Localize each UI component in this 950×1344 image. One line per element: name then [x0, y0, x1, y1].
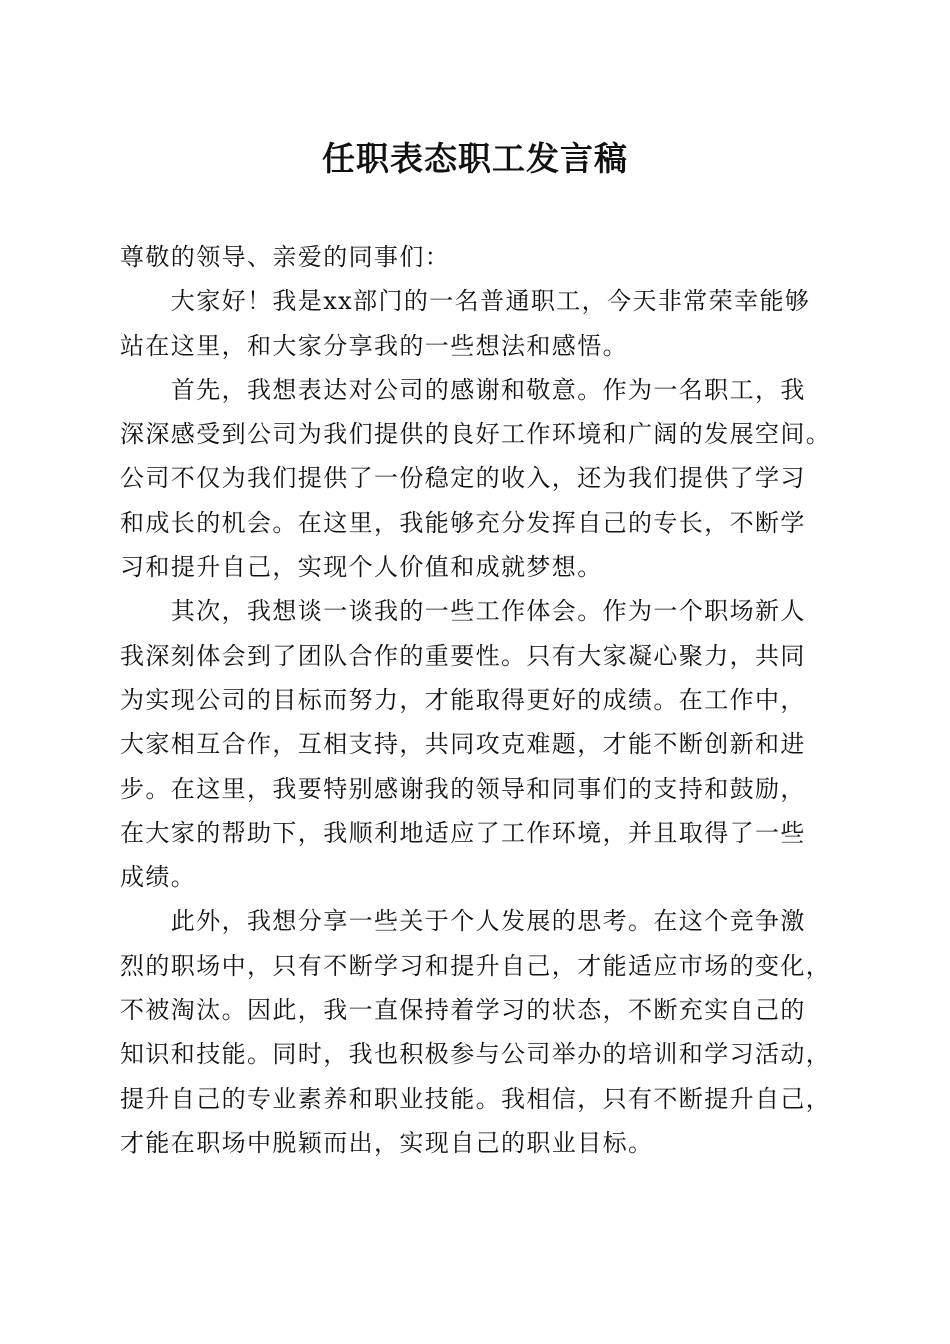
- paragraph-line: 成绩。: [120, 863, 197, 892]
- paragraph-line: 步。在这里，我要特别感谢我的领导和同事们的支持和鼓励，: [120, 774, 806, 803]
- paragraph-line: 和成长的机会。在这里，我能够充分发挥自己的专长，不断学: [120, 508, 806, 537]
- paragraph-line: 烈的职场中，只有不断学习和提升自己，才能适应市场的变化，: [120, 951, 832, 980]
- paragraph-line: 在大家的帮助下，我顺利地适应了工作环境，并且取得了一些: [120, 818, 806, 847]
- document-body: [120, 235, 840, 1165]
- document-title: 任职表态职工发言稿: [322, 139, 628, 178]
- salutation-line: 尊敬的领导、亲爱的同事们：: [120, 243, 451, 271]
- paragraph-line: 大家好！我是xx部门的一名普通职工，今天非常荣幸能够: [120, 287, 811, 316]
- paragraph-line: 提升自己的专业素养和职业技能。我相信，只有不断提升自己，: [120, 1084, 832, 1113]
- paragraph-line: 为实现公司的目标而努力，才能取得更好的成绩。在工作中，: [120, 685, 806, 714]
- paragraph-line: 大家相互合作，互相支持，共同攻克难题，才能不断创新和进: [120, 730, 806, 759]
- paragraph-line: 公司不仅为我们提供了一份稳定的收入，还为我们提供了学习: [120, 464, 806, 493]
- paragraph-line: 此外，我想分享一些关于个人发展的思考。在这个竞争激: [120, 907, 806, 936]
- paragraph-line: 深深感受到公司为我们提供的良好工作环境和广阔的发展空间。: [120, 420, 832, 449]
- paragraph-line: 习和提升自己，实现个人价值和成就梦想。: [120, 553, 603, 582]
- paragraph-line: 不被淘汰。因此，我一直保持着学习的状态，不断充实自己的: [120, 996, 806, 1025]
- paragraph-line: 我深刻体会到了团队合作的重要性。只有大家凝心聚力，共同: [120, 641, 806, 670]
- paragraph-line: 才能在职场中脱颖而出，实现自己的职业目标。: [120, 1128, 654, 1157]
- paragraph-line: 首先，我想表达对公司的感谢和敬意。作为一名职工，我: [120, 375, 806, 404]
- paragraph-line: 知识和技能。同时，我也积极参与公司举办的培训和学习活动，: [120, 1040, 832, 1069]
- paragraph-line: 其次，我想谈一谈我的一些工作体会。作为一个职场新人: [120, 597, 806, 626]
- paragraph-line: 站在这里，和大家分享我的一些想法和感悟。: [120, 331, 628, 360]
